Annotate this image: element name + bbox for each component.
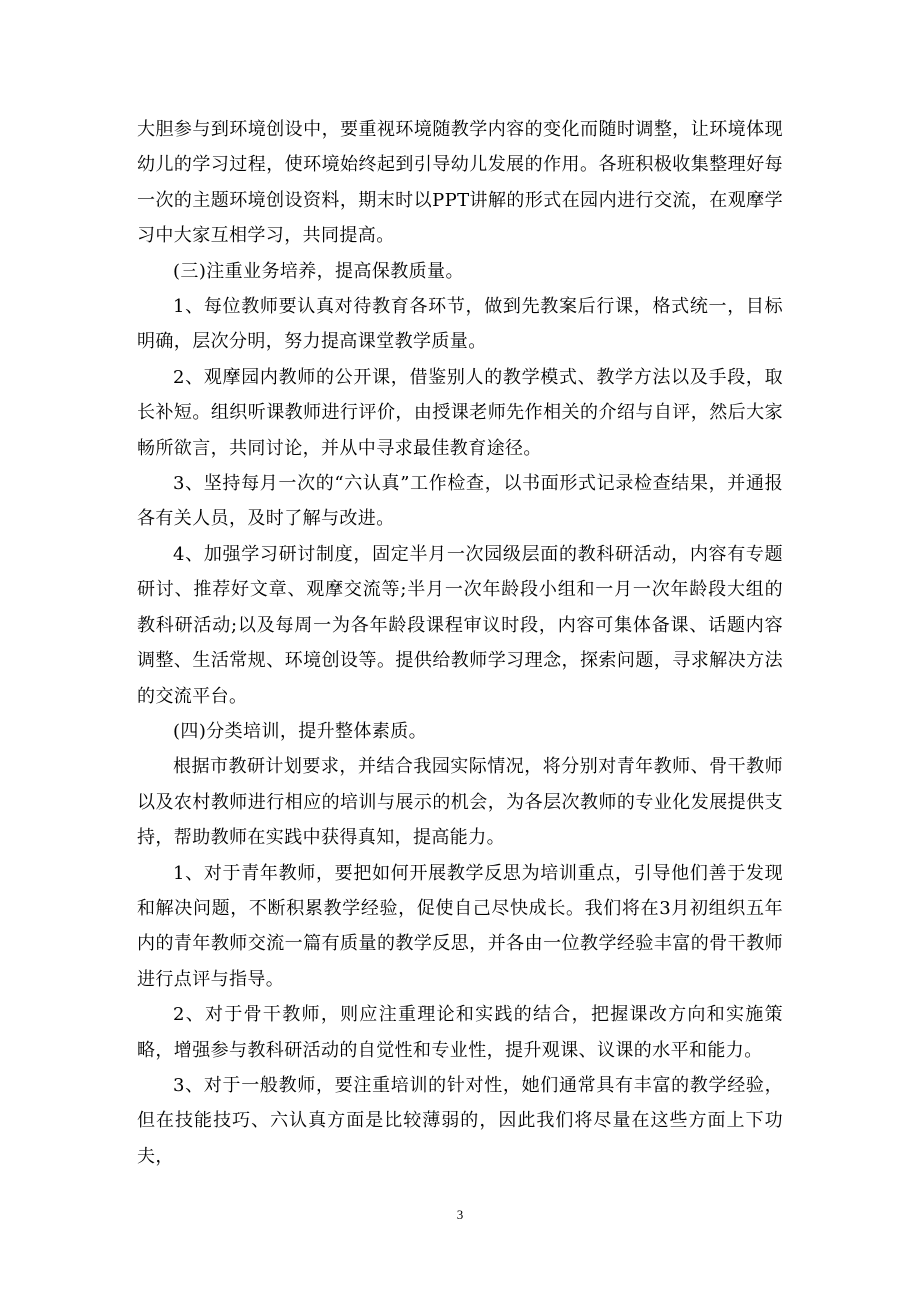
paragraph-2: 1、每位教师要认真对待教育各环节，做到先教案后行课，格式统一，目标明确，层次分明，努力提高课堂教学质量。 bbox=[137, 296, 783, 353]
paragraph-9: 3、对于一般教师，要注重培训的针对性，她们通常具有丰富的教学经验，但在技能技巧、六认真方面是比较薄弱的，因此我们将尽量在这些方面上下功夫， bbox=[137, 1074, 783, 1167]
section-heading-3: (三)注重业务培养，提高保教质量。 bbox=[173, 260, 464, 282]
paragraph-4: 3、坚持每月一次的“六认真”工作检查，以书面形式记录检查结果，并通报各有关人员，及时了解与改进。 bbox=[137, 473, 783, 530]
document-body bbox=[137, 112, 783, 1174]
paragraph-3: 2、观摩园内教师的公开课，借鉴别人的教学模式、教学方法以及手段，取长补短。组织听课教师进行评价，由授课老师先作相关的介绍与自评，然后大家畅所欲言，共同讨论，并从中寻求最佳教育途径。 bbox=[137, 366, 783, 459]
paragraph-7: 1、对于青年教师，要把如何开展教学反思为培训重点，引导他们善于发现和解决问题，不断积累教学经验，促使自己尽快成长。我们将在3月初组织五年内的青年教师交流一篇有质量的教学反思，并各由一位教学经验丰富的骨干教师进行点评与指导。 bbox=[137, 862, 783, 990]
paragraph-5: 4、加强学习研讨制度，固定半月一次园级层面的教科研活动，内容有专题研讨、推荐好文章、观摩交流等;半月一次年龄段小组和一月一次年龄段大组的教科研活动;以及每周一为各年龄段课程审议时段，内容可集体备课、话题内容调整、生活常规、环境创设等。提供给教师学习理念，探索问题，寻求解决方法的交流平台。 bbox=[137, 543, 783, 707]
paragraph-6: 根据市教研计划要求，并结合我园实际情况，将分别对青年教师、骨干教师以及农村教师进行相应的培训与展示的机会，为各层次教师的专业化发展提供支持，帮助教师在实践中获得真知，提高能力。 bbox=[137, 756, 783, 849]
page-number: 3 bbox=[456, 1207, 464, 1222]
paragraph-8: 2、对于骨干教师，则应注重理论和实践的结合，把握课改方向和实施策略，增强参与教科研活动的自觉性和专业性，提升观课、议课的水平和能力。 bbox=[137, 1004, 783, 1061]
section-heading-4: (四)分类培训，提升整体素质。 bbox=[173, 720, 428, 742]
paragraph-1: 大胆参与到环境创设中，要重视环境随教学内容的变化而随时调整，让环境体现幼儿的学习过程，使环境始终起到引导幼儿发展的作用。各班积极收集整理好每一次的主题环境创设资料，期末时以PPT讲解的形式在园内进行交流，在观摩学习中大家互相学习，共同提高。 bbox=[137, 119, 783, 247]
